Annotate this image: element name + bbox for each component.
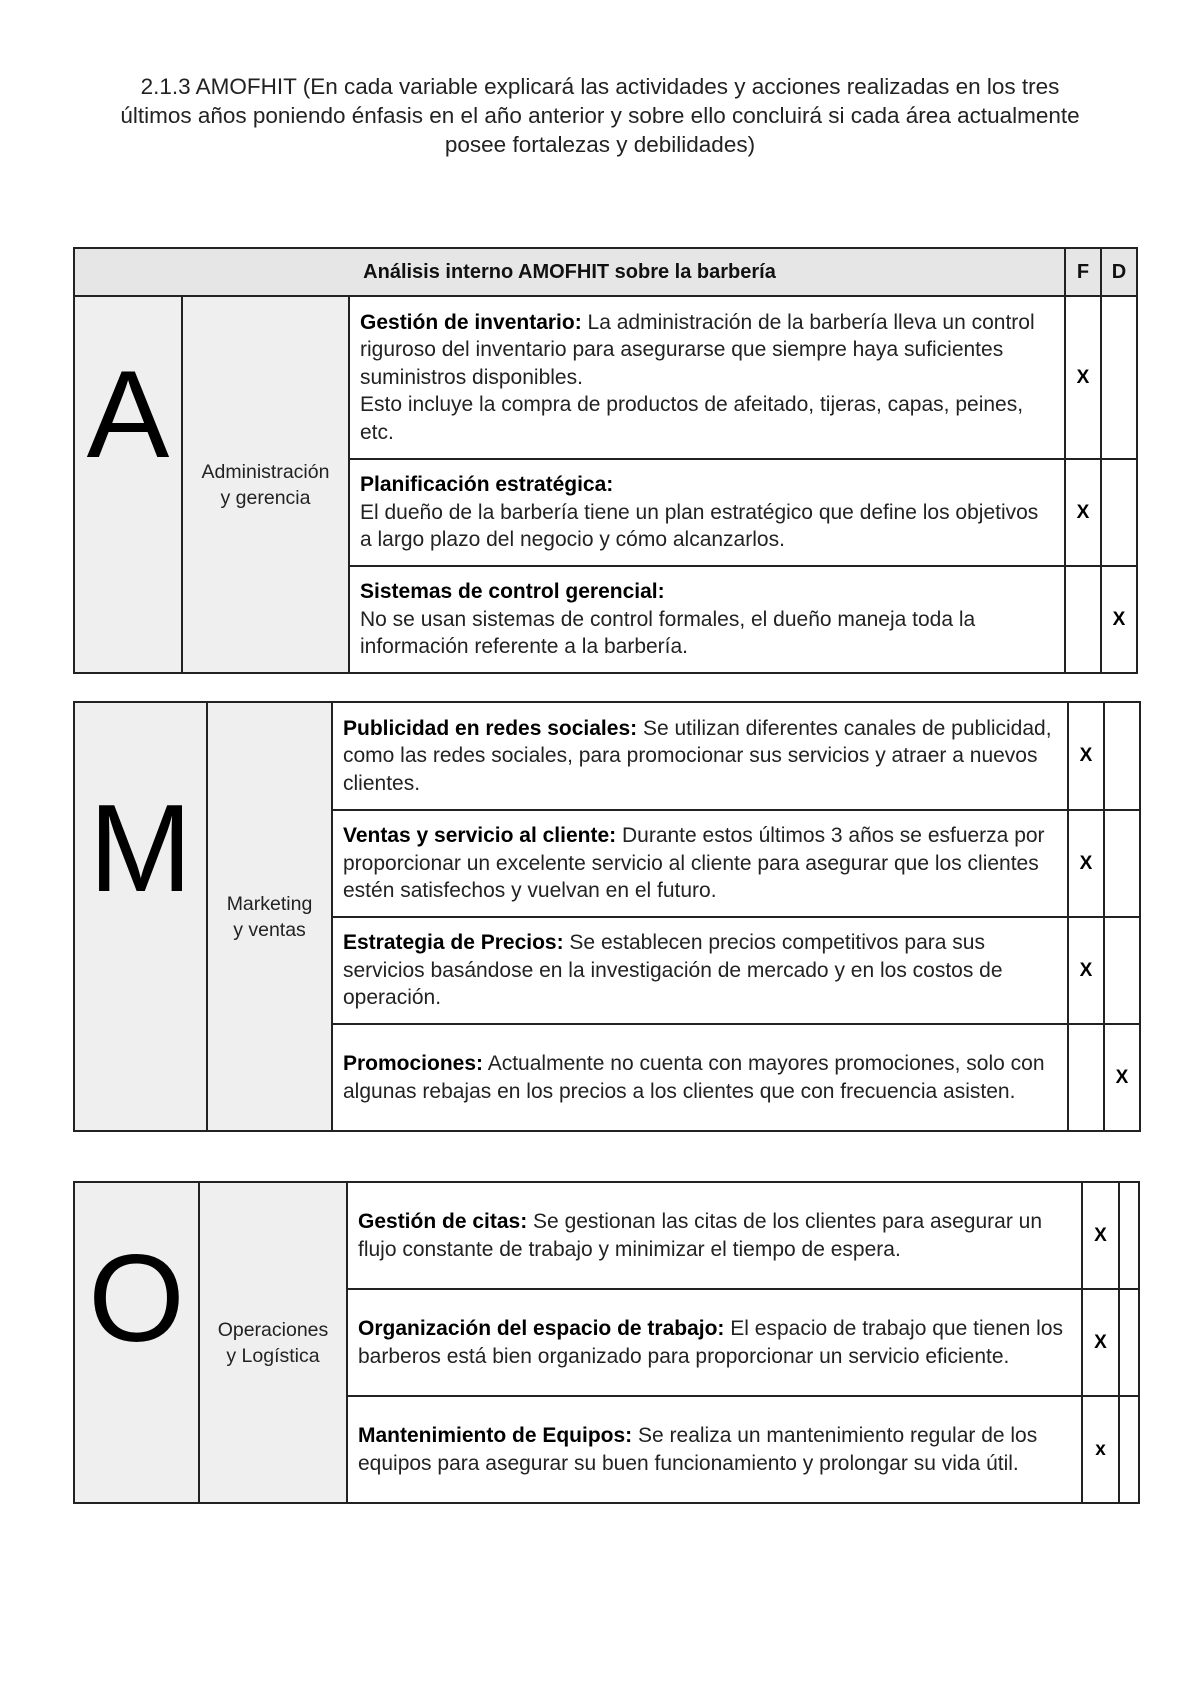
debilidad-mark: X bbox=[1101, 566, 1137, 673]
section-letter: M bbox=[74, 702, 207, 1131]
item-label: Mantenimiento de Equipos: bbox=[358, 1424, 633, 1447]
item-description bbox=[332, 810, 1068, 917]
debilidad-mark bbox=[1104, 917, 1140, 1024]
debilidad-mark bbox=[1119, 1396, 1139, 1503]
item-description bbox=[347, 1396, 1082, 1503]
item-text: Se realiza un mantenimiento regular de los equipos para asegurar su buen funcionamiento y prolongar su vida útil. bbox=[358, 1424, 1038, 1475]
item-text: Durante estos últimos 3 años se esfuerza por proporcionar un excelente servicio al cliente para asegurar que los clientes estén satisfechos y vuelvan en el futuro. bbox=[343, 824, 1045, 903]
heading-line-2: últimos años poniendo énfasis en el año anterior y sobre ello concluirá si cada área actualmente bbox=[120, 103, 1080, 128]
table-row bbox=[74, 296, 1137, 459]
item-description bbox=[349, 459, 1065, 566]
item-label: Planificación estratégica: bbox=[360, 473, 614, 497]
fortaleza-mark: X bbox=[1068, 702, 1104, 810]
item-label: Ventas y servicio al cliente: bbox=[343, 824, 617, 848]
item-label: Estrategia de Precios: bbox=[343, 931, 564, 955]
amofhit-table-operaciones bbox=[73, 1181, 1140, 1504]
item-description bbox=[349, 296, 1065, 459]
item-text: Actualmente no cuenta con mayores promociones, solo con algunas rebajas en los precios a los clientes que con frecuencia asisten. bbox=[343, 1052, 1045, 1103]
item-label: Gestión de inventario: bbox=[360, 310, 582, 334]
header-fortaleza: F bbox=[1065, 248, 1101, 296]
item-label: Gestión de citas: bbox=[358, 1210, 528, 1233]
item-text: Se establecen precios competitivos para sus servicios basándose en la investigación de mercado y en los costos de operación. bbox=[343, 931, 1003, 1010]
fortaleza-mark bbox=[1068, 1024, 1104, 1131]
fortaleza-mark bbox=[1065, 566, 1101, 673]
table-row bbox=[74, 1182, 1139, 1289]
fortaleza-mark: X bbox=[1082, 1182, 1119, 1289]
item-description bbox=[332, 917, 1068, 1024]
table-row bbox=[74, 702, 1140, 810]
item-description bbox=[332, 702, 1068, 810]
item-extra-text: Esto incluye la compra de productos de afeitado, tijeras, capas, peines, etc. bbox=[360, 393, 1024, 444]
area-label-line-2: y ventas bbox=[233, 918, 306, 941]
item-text: Se gestionan las citas de los clientes para asegurar un flujo constante de trabajo y minimizar el tiempo de espera. bbox=[358, 1210, 1043, 1261]
fortaleza-mark: X bbox=[1068, 810, 1104, 917]
fortaleza-mark: X bbox=[1065, 459, 1101, 566]
debilidad-mark bbox=[1104, 702, 1140, 810]
area-label bbox=[182, 296, 349, 673]
item-text: La administración de la barbería lleva un control riguroso del inventario para asegurarse que siempre haya suficientes suministros disponibles. bbox=[360, 310, 1035, 389]
amofhit-table-marketing bbox=[73, 701, 1141, 1132]
item-label: Sistemas de control gerencial: bbox=[360, 580, 665, 604]
debilidad-mark bbox=[1101, 296, 1137, 459]
item-text: El dueño de la barbería tiene un plan estratégico que define los objetivos a largo plazo del negocio y cómo alcanzarlos. bbox=[360, 500, 1039, 552]
fortaleza-mark: x bbox=[1082, 1396, 1119, 1503]
item-text: El espacio de trabajo que tienen los barberos está bien organizado para proporcionar un servicio eficiente. bbox=[358, 1317, 1064, 1368]
item-description bbox=[347, 1182, 1082, 1289]
amofhit-table-administracion bbox=[73, 247, 1138, 674]
item-description bbox=[347, 1289, 1082, 1396]
header-debilidad: D bbox=[1101, 248, 1137, 296]
area-label-line-1: Marketing bbox=[226, 892, 313, 915]
area-label-line-2: y gerencia bbox=[220, 486, 311, 509]
fortaleza-mark: X bbox=[1065, 296, 1101, 459]
item-description bbox=[332, 1024, 1068, 1131]
debilidad-mark bbox=[1119, 1289, 1139, 1396]
item-label: Publicidad en redes sociales: bbox=[343, 716, 638, 740]
fortaleza-mark: X bbox=[1068, 917, 1104, 1024]
area-label-line-1: Administración bbox=[201, 460, 330, 483]
debilidad-mark bbox=[1101, 459, 1137, 566]
section-heading bbox=[60, 72, 1140, 159]
fortaleza-mark: X bbox=[1082, 1289, 1119, 1396]
debilidad-mark: X bbox=[1104, 1024, 1140, 1131]
table-title: Análisis interno AMOFHIT sobre la barbería bbox=[74, 248, 1065, 296]
section-letter: A bbox=[74, 296, 182, 673]
area-label-line-2: y Logística bbox=[226, 1344, 320, 1367]
debilidad-mark bbox=[1119, 1182, 1139, 1289]
area-label bbox=[199, 1182, 347, 1503]
heading-line-1: 2.1.3 AMOFHIT (En cada variable explicará las actividades y acciones realizadas en los tres bbox=[140, 74, 1060, 99]
section-letter: O bbox=[74, 1182, 199, 1503]
debilidad-mark bbox=[1104, 810, 1140, 917]
item-label: Organización del espacio de trabajo: bbox=[358, 1317, 725, 1340]
area-label bbox=[207, 702, 332, 1131]
item-description bbox=[349, 566, 1065, 673]
table-header-row bbox=[74, 248, 1137, 296]
area-label-line-1: Operaciones bbox=[217, 1318, 329, 1341]
item-text: Se utilizan diferentes canales de publicidad, como las redes sociales, para promocionar sus servicios y atraer a nuevos clientes. bbox=[343, 716, 1052, 795]
item-label: Promociones: bbox=[343, 1052, 484, 1075]
heading-line-3: posee fortalezas y debilidades) bbox=[444, 132, 756, 157]
item-text: No se usan sistemas de control formales, el dueño maneja toda la información referente a la barbería. bbox=[360, 607, 976, 659]
